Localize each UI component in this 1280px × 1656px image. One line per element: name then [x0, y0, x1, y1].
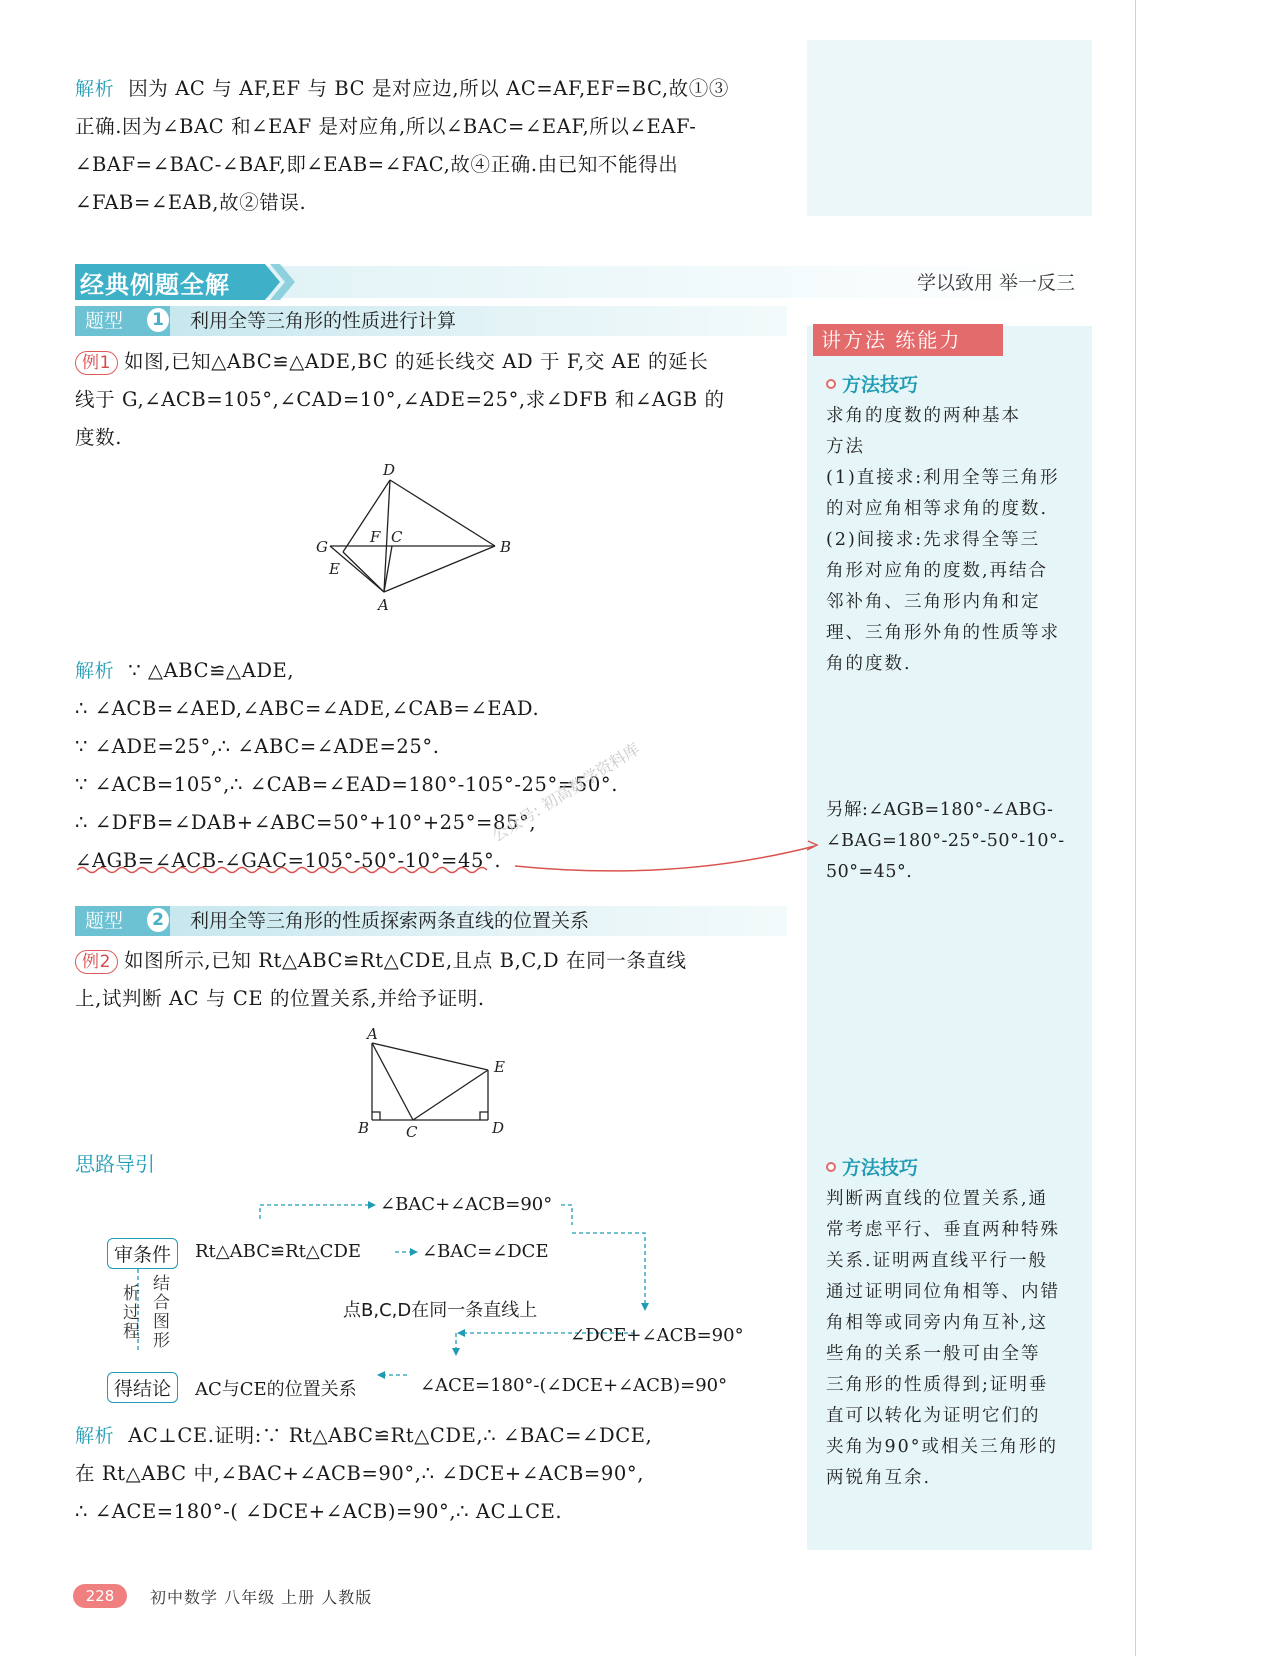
- alt-line: ∠BAG=180°-25°-50°-10°-: [826, 831, 1065, 851]
- tips-line: (1)直接求:利用全等三角形: [826, 468, 1060, 488]
- tips-heading: 方法技巧: [826, 370, 1088, 397]
- geometry-figure-1: [316, 460, 540, 630]
- example-tag: 例1: [75, 351, 118, 375]
- tips-line: 理、三角形外角的性质等求: [826, 623, 1060, 643]
- analysis-block-1: [75, 70, 795, 222]
- example-line: 线于 G,∠ACB=105°,∠CAD=10°,∠ADE=25°,求∠DFB 和∠AGB 的: [75, 388, 725, 411]
- analysis-line: 正确.因为∠BAC 和∠EAF 是对应角,所以∠BAC=∠EAF,所以∠EAF-: [75, 115, 697, 138]
- fig2-label-a: A: [367, 1025, 378, 1043]
- type-bar-1: [75, 306, 787, 336]
- vertical-label-process: 析过程: [123, 1284, 140, 1342]
- tips-line: 三角形的性质得到;证明垂: [826, 1375, 1049, 1395]
- example-block-2: [75, 942, 795, 1018]
- tips-line: 角的度数.: [826, 654, 912, 674]
- analysis-line: ∠BAF=∠BAC-∠BAF,即∠EAB=∠FAC,故④正确.由已知不能得出: [75, 153, 679, 176]
- analysis-label: 解析: [75, 660, 115, 682]
- bullet-icon: [826, 379, 836, 389]
- analysis-line: ∴ ∠ACB=∠AED,∠ABC=∠ADE,∠CAB=∠EAD.: [75, 697, 540, 720]
- sidebar-heading: 讲方法 练能力: [813, 324, 1003, 356]
- flow-sum-90: ∠BAC+∠ACB=90°: [380, 1194, 553, 1215]
- tips-heading: 方法技巧: [826, 1153, 1088, 1180]
- analysis-label: 解析: [75, 78, 115, 100]
- vertical-label-figure: 结合图形: [153, 1274, 170, 1351]
- type-bar-2: [75, 906, 787, 936]
- tips-line: 角相等或同旁内角互补,这: [826, 1313, 1049, 1333]
- tips-block-2: [826, 1153, 1088, 1494]
- analysis-line: ∴ ∠DFB=∠DAB+∠ABC=50°+10°+25°=85°,: [75, 811, 537, 834]
- analysis-line: 因为 AC 与 AF,EF 与 BC 是对应边,所以 AC=AF,EF=BC,故①③: [128, 77, 729, 100]
- footer-text: 初中数学 八年级 上册 人教版: [150, 1588, 373, 1607]
- section-title: 经典例题全解: [80, 271, 230, 299]
- tips-text: [826, 401, 1088, 680]
- analysis-block-2: [75, 652, 795, 880]
- flow-collinear: 点B,C,D在同一条直线上: [343, 1300, 538, 1321]
- analysis-line: ∠AGB=∠ACB-∠GAC=105°-50°-10°=45°.: [75, 849, 502, 872]
- flow-ace: ∠ACE=180°-(∠DCE+∠ACB)=90°: [420, 1375, 728, 1396]
- tips-line: 的对应角相等求角的度数.: [826, 499, 1049, 519]
- sidebar-top-panel: [807, 40, 1092, 216]
- highlight-arrow: [75, 860, 835, 880]
- fig1-label-b: B: [500, 538, 512, 556]
- tips-line: (2)间接求:先求得全等三: [826, 530, 1041, 550]
- tips-line: 夹角为90°或相关三角形的: [826, 1437, 1059, 1457]
- fig2-label-d: D: [492, 1119, 505, 1137]
- section-subtitle: 学以致用 举一反三: [916, 272, 1075, 294]
- fig1-label-f: F: [370, 528, 381, 546]
- type-number: 1: [147, 308, 169, 332]
- type-number: 2: [147, 908, 169, 932]
- flow-conclusion: AC与CE的位置关系: [195, 1379, 357, 1400]
- tips-line: 邻补角、三角形内角和定: [826, 592, 1041, 612]
- fig2-label-e: E: [494, 1058, 505, 1076]
- flow-angle-equal: ∠BAC=∠DCE: [422, 1241, 549, 1262]
- thought-guide-title: 思路导引: [75, 1152, 155, 1176]
- fig1-label-d: D: [383, 461, 396, 479]
- analysis-line: ∠FAB=∠EAB,故②错误.: [75, 191, 307, 214]
- analysis-line: AC⊥CE.证明:∵ Rt△ABC≌Rt△CDE,∴ ∠BAC=∠DCE,: [128, 1424, 653, 1447]
- page-number: 228: [73, 1584, 127, 1608]
- watermark: 公众号: 初高数学资料库: [488, 739, 644, 846]
- flow-congruent: Rt△ABC≌Rt△CDE: [195, 1241, 362, 1262]
- fig1-label-c: C: [391, 528, 403, 546]
- fig2-label-c: C: [406, 1123, 418, 1141]
- flow-dce-acb: ∠DCE+∠ACB=90°: [570, 1325, 744, 1346]
- example-tag: 例2: [75, 950, 118, 974]
- tips-line: 关系.证明两直线平行一般: [826, 1251, 1049, 1271]
- example-line: 上,试判断 AC 与 CE 的位置关系,并给予证明.: [75, 987, 485, 1010]
- tips-text: [826, 1184, 1088, 1494]
- type-tag: 题型: [75, 306, 170, 336]
- example-line: 如图,已知△ABC≌△ADE,BC 的延长线交 AD 于 F,交 AE 的延长: [124, 350, 709, 373]
- type-title: 利用全等三角形的性质探索两条直线的位置关系: [190, 910, 590, 932]
- analysis-block-3: [75, 1417, 795, 1531]
- alt-line: 另解:∠AGB=180°-∠ABG-: [826, 800, 1054, 820]
- tips-line: 角形对应角的度数,再结合: [826, 561, 1049, 581]
- bullet-icon: [826, 1162, 836, 1172]
- thought-flow-arrows: [100, 1185, 760, 1395]
- fig2-label-b: B: [358, 1119, 370, 1137]
- alt-line: 50°=45°.: [826, 862, 913, 882]
- fig1-label-a: A: [378, 596, 389, 614]
- tips-line: 常考虑平行、垂直两种特殊: [826, 1220, 1060, 1240]
- example-block-1: [75, 343, 795, 457]
- analysis-line: ∵ ∠ADE=25°,∴ ∠ABC=∠ADE=25°.: [75, 735, 440, 758]
- example-line: 如图所示,已知 Rt△ABC≌Rt△CDE,且点 B,C,D 在同一条直线: [124, 949, 687, 972]
- example-line: 度数.: [75, 426, 122, 449]
- page-edge-line: [1135, 0, 1136, 1656]
- tips-line: 些角的关系一般可由全等: [826, 1344, 1041, 1364]
- tips-line: 通过证明同位角相等、内错: [826, 1282, 1060, 1302]
- analysis-label: 解析: [75, 1425, 115, 1447]
- tips-line: 直可以转化为证明它们的: [826, 1406, 1041, 1426]
- fig1-label-g: G: [316, 538, 328, 556]
- conclusion-box: 得结论: [107, 1372, 178, 1403]
- type-title: 利用全等三角形的性质进行计算: [190, 310, 457, 332]
- type-tag: 题型: [75, 906, 170, 936]
- condition-box: 审条件: [107, 1238, 178, 1269]
- tips-line: 判断两直线的位置关系,通: [826, 1189, 1049, 1209]
- fig1-label-e: E: [329, 560, 340, 578]
- alt-solution: [826, 795, 1088, 888]
- analysis-line: ∵ ∠ACB=105°,∴ ∠CAB=∠EAD=180°-105°-25°=50°.: [75, 773, 619, 796]
- tips-line: 两锐角互余.: [826, 1468, 932, 1488]
- tips-block-1: [826, 370, 1088, 680]
- tips-line: 求角的度数的两种基本: [826, 406, 1021, 426]
- analysis-line: 在 Rt△ABC 中,∠BAC+∠ACB=90°,∴ ∠DCE+∠ACB=90°,: [75, 1462, 645, 1485]
- analysis-line: ∵ △ABC≌△ADE,: [128, 659, 295, 682]
- analysis-line: ∴ ∠ACE=180°-( ∠DCE+∠ACB)=90°,∴ AC⊥CE.: [75, 1500, 563, 1523]
- geometry-figure-2: [350, 1025, 520, 1140]
- tips-line: 方法: [826, 437, 865, 457]
